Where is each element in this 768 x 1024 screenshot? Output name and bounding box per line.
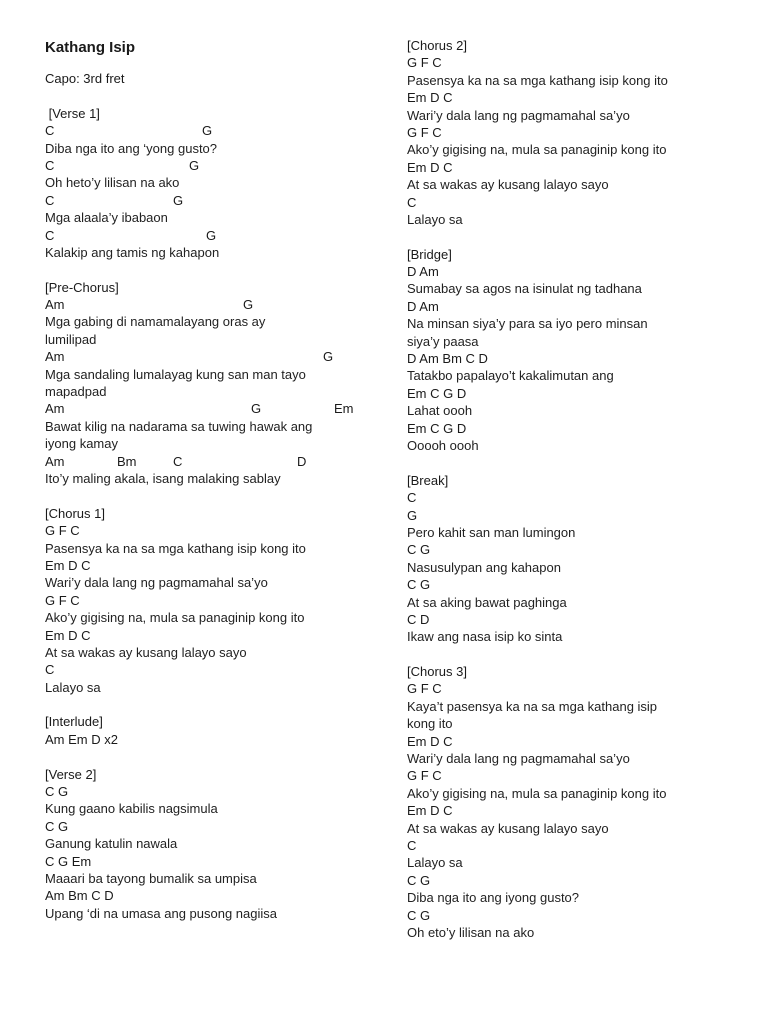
lyric-line: At sa wakas ay kusang lalayo sayo — [407, 177, 609, 193]
lyric-line: mapadpad — [45, 384, 107, 400]
chord-line — [45, 453, 375, 470]
lyric-line: Oh heto’y lilisan na ako — [45, 175, 180, 191]
lyric-line: Ikaw ang nasa isip ko sinta — [407, 629, 563, 645]
capo-note: Capo: 3rd fret — [45, 71, 125, 86]
chord-line: G F C — [407, 55, 442, 71]
lyric-line: Lahat oooh — [407, 403, 473, 419]
section-pre-chorus — [45, 279, 375, 488]
chord: D — [297, 453, 307, 469]
chord: Bm — [117, 453, 137, 469]
song-title: Kathang Isip — [45, 39, 136, 56]
chord-line — [45, 400, 375, 417]
chord-line: C G — [407, 542, 431, 558]
section-chorus-1 — [45, 505, 375, 696]
chord-line: C G — [45, 784, 69, 800]
section-bridge — [407, 246, 747, 455]
lyric-line: Lalayo sa — [407, 855, 463, 871]
lyric-line: siya’y paasa — [407, 333, 479, 349]
lyric-line: Ooooh oooh — [407, 437, 479, 453]
section-label: [Chorus 2] — [407, 38, 467, 53]
chord-line: Am Bm C D — [45, 888, 114, 904]
lyric-line: Oh eto’y lilisan na ako — [407, 924, 535, 940]
section-interlude — [45, 713, 375, 748]
chord: C — [45, 227, 55, 243]
chord: C — [173, 453, 183, 469]
section-label: [Break] — [407, 472, 449, 488]
chord-line: C G Em — [45, 853, 92, 869]
section-label: [Chorus 1] — [45, 505, 105, 521]
right-column — [407, 37, 747, 941]
chord-line: G F C — [45, 592, 80, 608]
chord: C — [45, 157, 55, 173]
chord: G — [189, 157, 200, 173]
chord-line: D Am — [407, 264, 439, 280]
chord: G — [251, 401, 262, 417]
section-verse-1 — [45, 105, 375, 262]
lyric-line: Wari’y dala lang ng pagmamahal sa’yo — [45, 575, 268, 591]
chord-line: C D — [407, 611, 430, 627]
chord: C — [45, 123, 55, 139]
section-label: [Bridge] — [407, 246, 452, 262]
chord-line — [45, 157, 375, 174]
chord: G — [323, 349, 334, 365]
lyric-line: lumilipad — [45, 331, 97, 347]
lyric-line: Pasensya ka na sa mga kathang isip kong ito — [45, 540, 306, 556]
chord: C — [45, 192, 55, 208]
lyric-line: Ako’y gigising na, mula sa panaginip kong ito — [45, 610, 305, 626]
chord-line: G F C — [407, 124, 442, 140]
lyric-line: Ako’y gigising na, mula sa panaginip kong ito — [407, 142, 667, 158]
chord-line: D Am Bm C D — [407, 351, 488, 367]
chord-line: G — [407, 507, 418, 523]
chord: G — [202, 123, 213, 139]
lyric-line: Maaari ba tayong bumalik sa umpisa — [45, 870, 257, 886]
section-chorus-2 — [407, 37, 747, 228]
lyric-line: Wari’y dala lang ng pagmamahal sa’yo — [407, 107, 630, 123]
lyric-line: Diba nga ito ang iyong gusto? — [407, 890, 580, 906]
lyric-line: Wari’y dala lang ng pagmamahal sa’yo — [407, 751, 630, 767]
chord-line: C — [407, 194, 417, 210]
chord-line — [45, 122, 375, 139]
lyric-line: Mga gabing di namamalayang oras ay — [45, 314, 266, 330]
lyric-line: Nasusulypan ang kahapon — [407, 559, 561, 575]
chord-line — [45, 348, 375, 365]
lyric-line: At sa wakas ay kusang lalayo sayo — [407, 820, 609, 836]
chord-line: Em D C — [45, 557, 91, 573]
chord-line: C G — [407, 872, 431, 888]
lyric-line: Pero kahit san man lumingon — [407, 524, 576, 540]
chord-line — [45, 227, 375, 244]
chord-line: G F C — [407, 681, 442, 697]
lyric-line: Mga sandaling lumalayag kung san man tayo — [45, 366, 306, 382]
lyric-line: Lalayo sa — [45, 679, 101, 695]
lyric-line: At sa wakas ay kusang lalayo sayo — [45, 644, 247, 660]
section-label: [Chorus 3] — [407, 664, 467, 680]
lyric-line: Ako’y gigising na, mula sa panaginip kong ito — [407, 785, 667, 801]
chord-line: Em D C — [45, 627, 91, 643]
lyric-line: iyong kamay — [45, 436, 118, 452]
lyric-line: Ito’y maling akala, isang malaking sablay — [45, 470, 281, 486]
section-label: [Verse 2] — [45, 766, 97, 782]
chord: Am — [45, 297, 65, 313]
chord-line: G F C — [407, 768, 442, 784]
chord-line — [45, 296, 375, 313]
chord-line — [45, 192, 375, 209]
lyric-line: Mga alaala’y ibabaon — [45, 210, 168, 226]
lyric-line: Ganung katulin nawala — [45, 836, 178, 852]
chord: G — [243, 297, 254, 313]
lyric-line: Kalakip ang tamis ng kahapon — [45, 244, 220, 260]
chord-line: C — [407, 837, 417, 853]
chord: Am — [45, 401, 65, 417]
chord-line: G F C — [45, 523, 80, 539]
lyric-line: Diba nga ito ang ‘yong gusto? — [45, 140, 218, 156]
section-label: [Interlude] — [45, 714, 103, 730]
chord: G — [206, 227, 217, 243]
chord-line: C — [45, 662, 55, 678]
chord-line: C G — [407, 907, 431, 923]
chord-line: Em D C — [407, 803, 453, 819]
lyric-line: Pasensya ka na sa mga kathang isip kong ito — [407, 72, 668, 88]
chord-line: D Am — [407, 298, 439, 314]
lyric-line: Na minsan siya’y para sa iyo pero minsan — [407, 316, 648, 332]
chord-line: C G — [407, 577, 431, 593]
chord: G — [173, 192, 184, 208]
section-verse-2 — [45, 766, 375, 923]
chord-line: Em C G D — [407, 385, 467, 401]
lyric-line: Kaya’t pasensya ka na sa mga kathang isip — [407, 698, 658, 714]
lyric-line: Upang ‘di na umasa ang pusong nagiisa — [45, 905, 278, 921]
left-column — [45, 70, 375, 922]
section-label: [Verse 1] — [45, 105, 100, 121]
chord-line: Em C G D — [407, 420, 467, 436]
lyric-line: Kung gaano kabilis nagsimula — [45, 801, 218, 817]
lyric-line: kong ito — [407, 716, 453, 732]
section-chorus-3 — [407, 663, 747, 941]
lyric-line: Bawat kilig na nadarama sa tuwing hawak ang — [45, 418, 313, 434]
lyric-line: Lalayo sa — [407, 211, 463, 227]
chord-line: Em D C — [407, 159, 453, 175]
chord-line: C — [407, 490, 417, 506]
section-break — [407, 472, 747, 646]
lyric-line: Tatakbo papalayo’t kakalimutan ang — [407, 368, 614, 384]
chord-line: Am Em D x2 — [45, 731, 118, 747]
chord: Am — [45, 453, 65, 469]
chord: Am — [45, 349, 65, 365]
lyric-line: Sumabay sa agos na isinulat ng tadhana — [407, 281, 642, 297]
chord: Em — [334, 401, 354, 417]
chord-line: C G — [45, 818, 69, 834]
chord-line: Em D C — [407, 90, 453, 106]
chord-line: Em D C — [407, 733, 453, 749]
lyric-line: At sa aking bawat paghinga — [407, 594, 567, 610]
section-label: [Pre-Chorus] — [45, 279, 119, 295]
